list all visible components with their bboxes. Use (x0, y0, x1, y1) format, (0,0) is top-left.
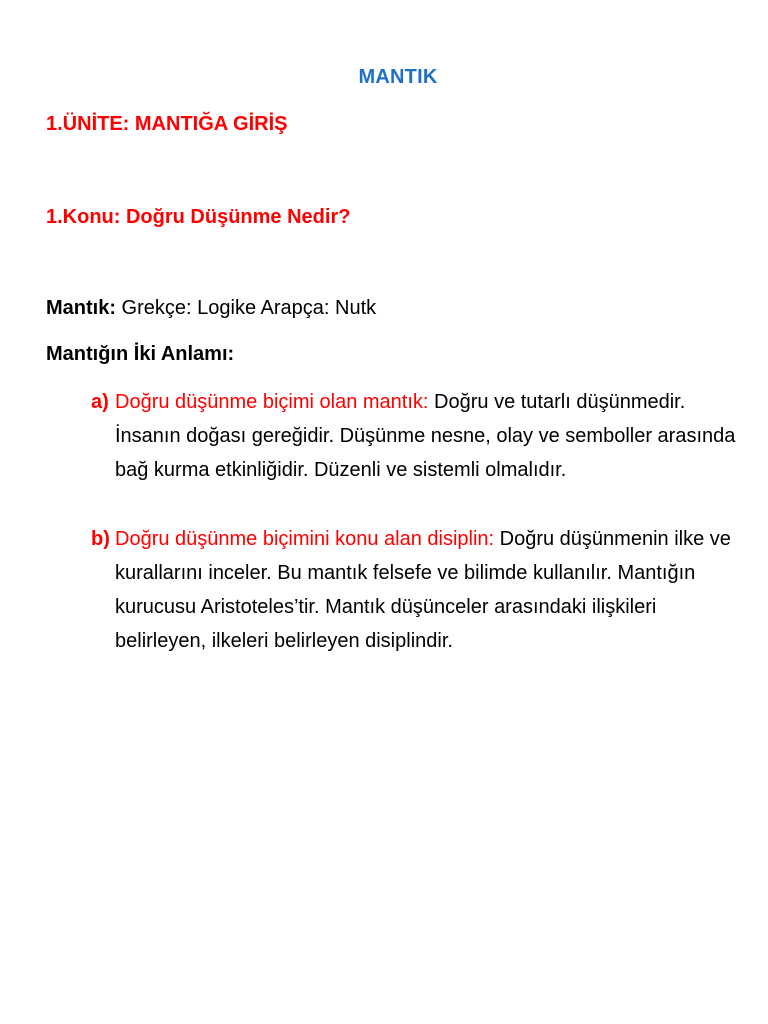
definition-line (46, 297, 376, 320)
meaning-body (115, 522, 751, 658)
meaning-item-b (91, 522, 751, 658)
meaning-text: Doğru düşünmenin ilke ve kurallarını inceler. Bu mantık felsefe ve bilimde kullanılır. Mantığın kurucusu Aristoteles’tir. Mantık düşünceler arasındaki ilişkileri belirleyen, ilkeleri belirleyen disiplindir. (115, 528, 731, 652)
definition-term: Mantık: (46, 297, 116, 319)
list-marker: b) (91, 528, 110, 550)
meaning-lead: Doğru düşünme biçimi olan mantık: (115, 391, 429, 413)
meaning-text: Doğru ve tutarlı düşünmedir. İnsanın doğası gereğidir. Düşünme nesne, olay ve semboller arasında bağ kurma etkinliğidir. Düzenli ve sistemli olmalıdır. (115, 391, 736, 481)
list-marker: a) (91, 391, 109, 413)
unit-heading: 1.ÜNİTE: MANTIĞA GİRİŞ (46, 113, 288, 135)
document-title: MANTIK (358, 66, 438, 88)
meaning-item-a (91, 385, 751, 487)
meanings-heading: Mantığın İki Anlamı: (46, 343, 235, 365)
meaning-body (115, 385, 751, 487)
meaning-lead: Doğru düşünme biçimini konu alan disiplin: (115, 528, 495, 550)
topic-heading: 1.Konu: Doğru Düşünme Nedir? (46, 206, 351, 228)
definition-text: Grekçe: Logike Arapça: Nutk (116, 297, 377, 319)
